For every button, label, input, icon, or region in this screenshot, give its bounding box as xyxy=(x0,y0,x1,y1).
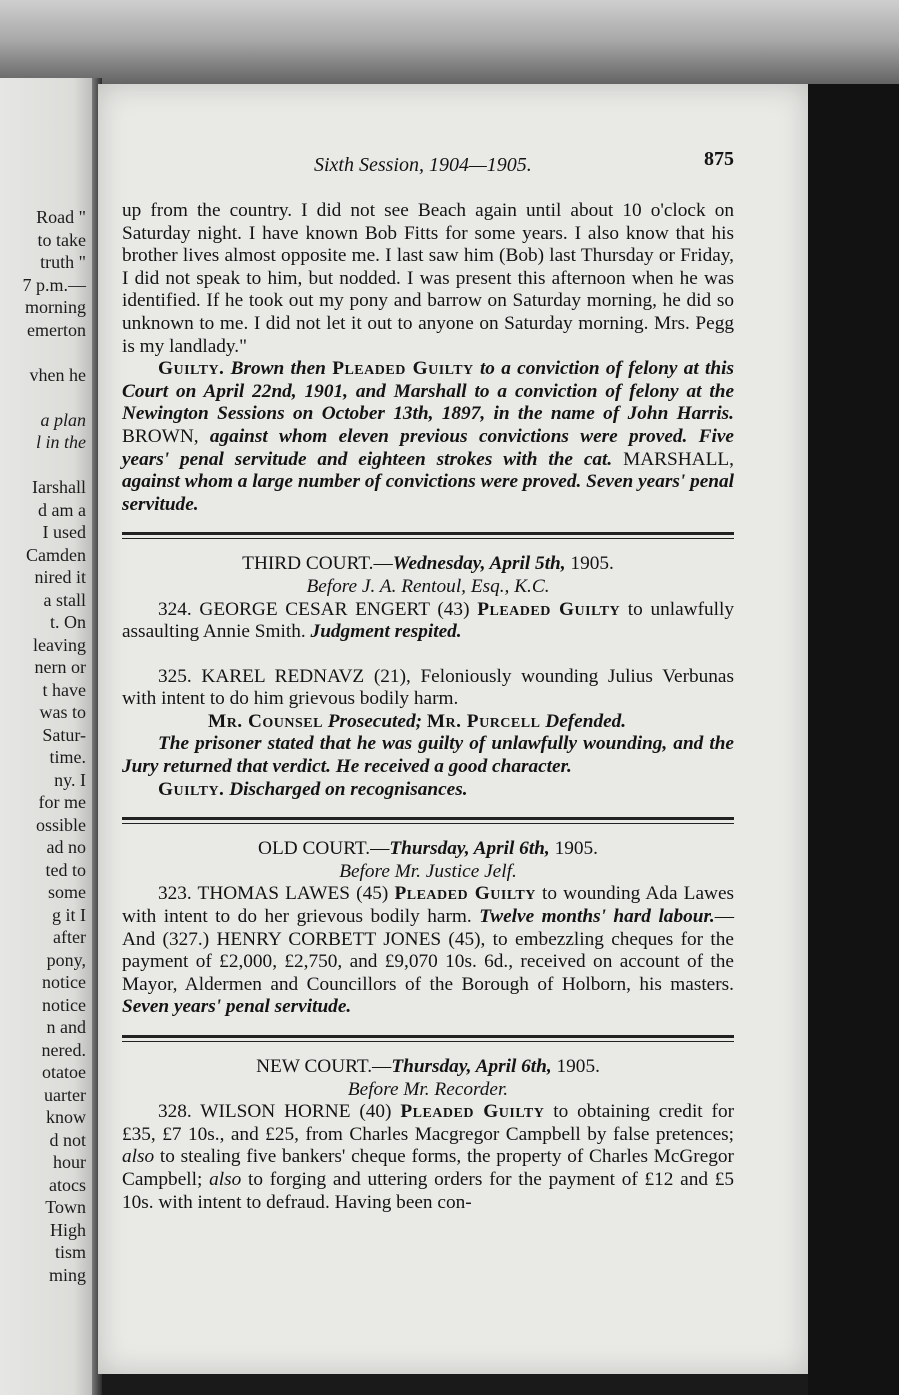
left-page-fragment: l in the xyxy=(36,432,86,452)
left-page-fragment: Town xyxy=(45,1197,86,1217)
left-page-fragment: nired it xyxy=(34,567,86,587)
judge-line-old: Before Mr. Justice Jelf. xyxy=(339,860,517,882)
left-page-fragment: ted to xyxy=(45,859,86,880)
left-page-fragment: nered. xyxy=(41,1039,86,1060)
left-page-fragment: vhen he xyxy=(29,364,86,385)
left-page-edge xyxy=(0,78,92,1395)
left-page-fragment: Iarshall xyxy=(32,477,86,497)
left-page-fragment: High xyxy=(50,1219,86,1240)
left-page-fragment: truth " xyxy=(40,252,86,272)
left-page-fragment: ad no xyxy=(46,837,86,857)
left-page-fragment: after xyxy=(53,927,86,947)
left-page-fragment: 7 p.m.— xyxy=(22,274,86,295)
left-page-fragment: Satur- xyxy=(42,724,86,745)
left-page-fragment: to take xyxy=(37,229,86,250)
counsel-line: Mr. Counsel Prosecuted; Mr. Purcell Defended. xyxy=(208,710,627,732)
left-page-fragment: some xyxy=(48,882,86,902)
left-page-fragment: a stall xyxy=(43,589,86,610)
case-323: 323. THOMAS LAWES (45) Pleaded Guilty to wounding Ada Lawes with intent to do her grievous bodily harm. Twelve months' hard labour.—And (327.) HENRY CORBETT JONES (45), to embezzling cheques for the payment of £2,000, £2,750, and £9,070 10s. 6d., received on account of the Mayor, Aldermen and Councillors of the Borough of Holborn, his masters. Seven years' penal servitude. xyxy=(122,883,734,1018)
left-page-fragment: g it I xyxy=(52,904,86,925)
spacer xyxy=(122,644,734,666)
scan-background-right xyxy=(808,84,899,1395)
court-heading-new: NEW COURT.—Thursday, April 6th, 1905. xyxy=(256,1056,600,1077)
left-page-fragment: emerton xyxy=(27,319,86,340)
left-page-fragment: Road " xyxy=(36,207,86,227)
left-page-fragment: leaving xyxy=(33,634,86,655)
case-324: 324. GEORGE CESAR ENGERT (43) Pleaded Guilty to unlawfully assaulting Annie Smith. Judgment respited. xyxy=(122,598,735,643)
case-328: 328. WILSON HORNE (40) Pleaded Guilty to obtaining credit for £35, £7 10s., and £25, from Charles Macgregor Campbell by false pretences; also to stealing five bankers' cheque forms, the property of Charles McGregor Campbell; also to forging and uttering orders for the payment of £12 and £5 10s. with intent to defraud. Having been con- xyxy=(122,1101,735,1213)
left-page-fragment: d not xyxy=(49,1129,86,1150)
left-page-fragment: notice xyxy=(42,972,86,992)
case-325-verdict: Guilty. Discharged on recognisances. xyxy=(158,778,468,800)
left-page-fragment: for me xyxy=(38,792,86,812)
judge-line-new: Before Mr. Recorder. xyxy=(347,1078,509,1100)
section-divider xyxy=(122,532,734,539)
left-page-fragment: tism xyxy=(54,1242,86,1262)
page-body xyxy=(122,200,734,1214)
testimony-paragraph: up from the country. I did not see Beach again until about 10 o'clock on Saturday night. I have known Bob Fitts for some years. I also know that his brother lives almost opposite me. I last saw him (Bob) last Thursday or Friday, I did not speak to him, but nodded. I was present this afternoon when he was identified. If he took out my pony and barrow on Saturday morning, he did so unknown to me. I did not let it out to anyone on Saturday morning. Mrs. Pegg is my landlady." xyxy=(122,200,734,357)
left-page-fragment: morning xyxy=(25,297,86,317)
left-page-fragment: was to xyxy=(39,702,86,722)
left-page-fragment: know xyxy=(46,1107,86,1127)
left-page-fragment: a plan xyxy=(40,409,86,430)
section-divider xyxy=(122,817,734,824)
book-page xyxy=(98,84,808,1374)
court-heading-third: THIRD COURT.—Wednesday, April 5th, 1905. xyxy=(242,553,614,575)
left-page-fragment: pony, xyxy=(46,949,86,970)
left-page-fragment: ny. I xyxy=(54,769,86,790)
section-divider xyxy=(122,1035,734,1042)
left-page-fragment: Camden xyxy=(26,544,86,565)
left-page-fragment: atocs xyxy=(49,1174,86,1195)
court-heading-old: OLD COURT.—Thursday, April 6th, 1905. xyxy=(258,838,598,860)
left-page-fragment: notice xyxy=(42,994,86,1015)
scan-background-top xyxy=(0,0,899,90)
case-325-statement: The prisoner stated that he was guilty of unlawfully wounding, and the Jury returned that verdict. He received a good character. xyxy=(122,733,734,778)
left-page-fragment: otatoe xyxy=(42,1062,86,1082)
left-page-fragment: time. xyxy=(49,747,86,767)
verdict-paragraph: Guilty. Brown then Pleaded Guilty to a conviction of felony at this Court on April 22nd, 1901, and Marshall to a conviction of felony at the Newington Sessions on October 13th, 1897, in the name of John Harris. BROWN, against whom eleven previous convictions were proved. Five years' penal servitude and eighteen strokes with the cat. MARSHALL, against whom a large number of convictions were proved. Seven years' penal servitude. xyxy=(122,358,734,515)
left-page-fragment: n and xyxy=(46,1017,86,1037)
left-page-fragment: ming xyxy=(48,1264,86,1285)
left-page-fragment: d am a xyxy=(38,499,86,520)
left-page-fragment: uarter xyxy=(44,1084,86,1105)
page-number: 875 xyxy=(704,148,734,170)
header-title: Sixth Session, 1904—1905. xyxy=(314,154,532,176)
running-header xyxy=(98,148,808,180)
judge-line-third: Before J. A. Rentoul, Esq., K.C. xyxy=(306,575,550,597)
left-page-fragment: hour xyxy=(53,1152,86,1172)
case-325: 325. KAREL REDNAVZ (21), Feloniously wounding Julius Verbunas with intent to do him grievous bodily harm. xyxy=(122,665,734,710)
left-page-fragment: ossible xyxy=(35,814,86,835)
left-page-fragment: t have xyxy=(42,679,86,700)
left-page-fragment: t. On xyxy=(50,612,86,632)
left-page-fragment: nern or xyxy=(34,657,86,677)
left-page-fragment: I used xyxy=(42,522,86,542)
